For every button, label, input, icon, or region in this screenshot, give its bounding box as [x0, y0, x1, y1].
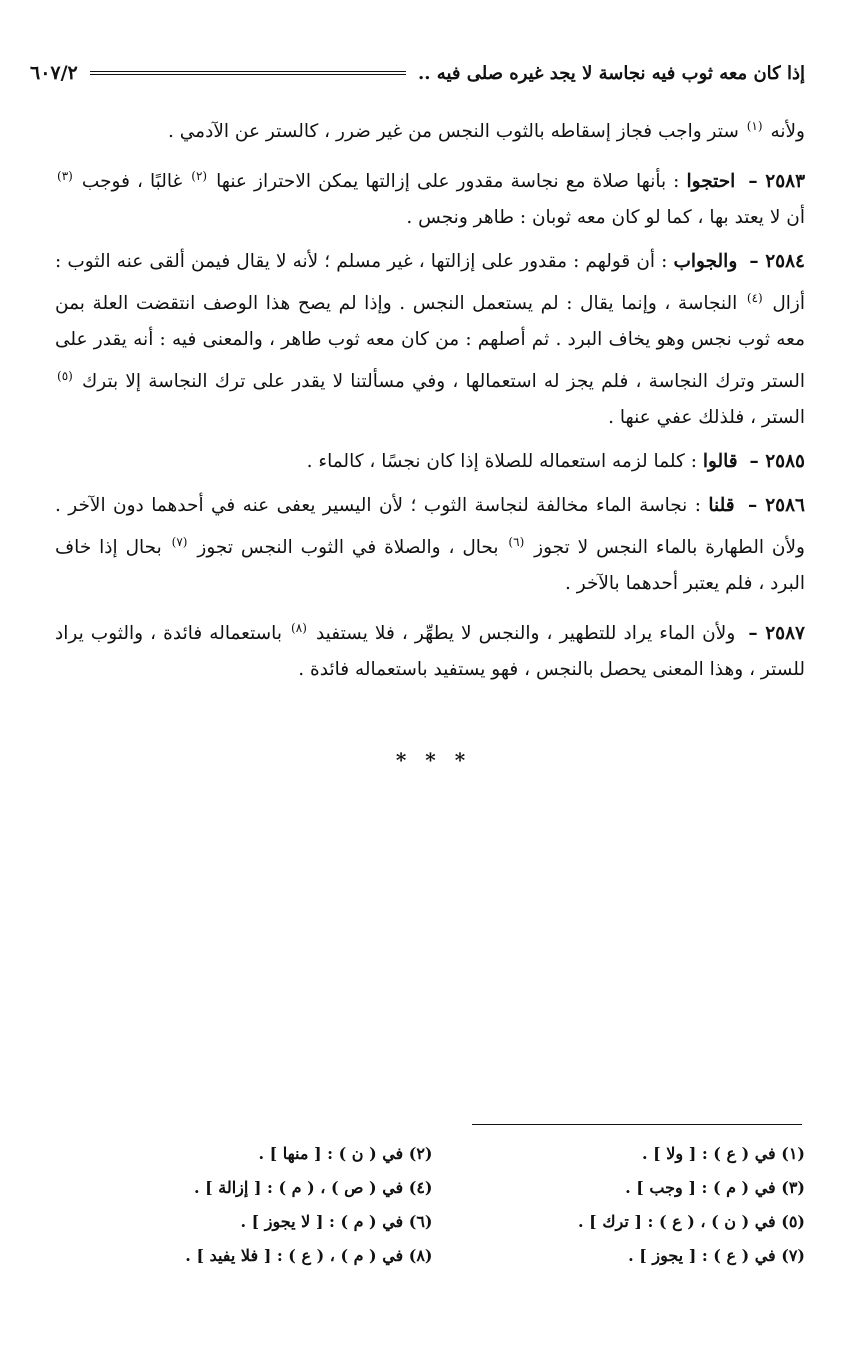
- paragraph-2583: [55, 158, 805, 236]
- footnotes: [100, 1140, 805, 1270]
- footnote-ref-2: (٢): [191, 169, 208, 183]
- paragraph-2586: [55, 488, 805, 602]
- text-span: غالبًا ، فوجب: [81, 171, 183, 192]
- paragraph-number: ٢٥٨٤ –: [749, 251, 805, 272]
- footnote-ref-6: (٦): [508, 535, 525, 549]
- footnote-4: (٤) في ( ص ) ، ( م ) : [ إزالة ] .: [193, 1178, 433, 1197]
- footnote-ref-7: (٧): [171, 535, 188, 549]
- text-span: ستر واجب فجاز إسقاطه بالثوب النجس من غير ضرر ، كالستر عن الآدمي .: [168, 121, 739, 142]
- paragraph-continued: [55, 108, 805, 150]
- footnote-3: (٣) في ( م ) : [ وجب ] .: [625, 1178, 805, 1197]
- text-span: بحال ، والصلاة في الثوب النجس تجوز: [197, 537, 499, 558]
- text-span: : كلما لزمه استعماله للصلاة إذا كان نجسًا ، كالماء .: [306, 451, 697, 472]
- text-span: : نجاسة الماء مخالفة لنجاسة الثوب ؛ لأن اليسير يعفى عنه في أحدهما دون الآخر . ولأن الطهارة بالماء النجس لا تجوز: [55, 495, 805, 558]
- footnote-1: (١) في ( ع ) : [ ولا ] .: [641, 1144, 805, 1163]
- footnote-5: (٥) في ( ن ) ، ( ع ) : [ ترك ] .: [578, 1212, 805, 1231]
- footnote-ref-1: (١): [746, 119, 763, 133]
- text-span: بحال إذا خاف البرد ، فلم يعتبر أحدهما بالآخر .: [55, 537, 805, 594]
- text-span: باستعماله فائدة ، والثوب يراد للستر ، وهذا المعنى يحصل بالنجس ، فهو يستفيد باستعماله فائدة .: [55, 623, 805, 680]
- paragraph-lead: والجواب: [673, 251, 738, 272]
- text-span: ولأنه: [770, 121, 805, 142]
- paragraph-number: ٢٥٨٦ –: [748, 495, 805, 516]
- footnote-ref-3: (٣): [57, 169, 73, 183]
- running-header: [30, 58, 805, 88]
- header-rule: [90, 71, 406, 75]
- paragraph-2587: [55, 610, 805, 688]
- paragraph-lead: قلنا: [708, 495, 735, 516]
- text-span: أن لا يعتد بها ، كما لو كان معه ثوبان : طاهر ونجس .: [406, 207, 805, 228]
- footnote-2: (٢) في ( ن ) : [ منها ] .: [258, 1144, 433, 1163]
- text-span: ولأن الماء يراد للتطهير ، والنجس لا يطهِّر ، فلا يستفيد: [315, 623, 736, 644]
- footnote-6: (٦) في ( م ) : [ لا يجوز ] .: [240, 1212, 433, 1231]
- page-number: ٦٠٧/٢: [30, 62, 78, 84]
- footnote-8: (٨) في ( م ) ، ( ع ) : [ فلا يفيد ] .: [185, 1246, 433, 1265]
- paragraph-number: ٢٥٨٧ –: [748, 623, 805, 644]
- footnote-ref-8: (٨): [291, 621, 307, 635]
- paragraph-2584: [55, 244, 805, 436]
- paragraph-number: ٢٥٨٣ –: [748, 171, 806, 192]
- section-separator: * * *: [395, 748, 472, 772]
- footnote-rule: [472, 1124, 802, 1125]
- text-span: النجاسة ، وإنما يقال : لم يستعمل النجس . وإذا لم يصح هذا الوصف انتقضت العلة بمن معه ثوب نجس وهو يخاف البرد . ثم أصلهم : من كان معه ثوب طاهر ، والمعنى فيه : أنه يقدر على الستر وترك النجاسة ، فلم يجز له استعمالها ، وفي مسألتنا لا يقدر على ترك النجاسة إلا بترك: [55, 293, 805, 392]
- footnote-ref-4: (٤): [746, 291, 763, 305]
- text-span: : أن قولهم : مقدور على إزالتها ، غير مسلم ؛ لأنه لا يقال فيمن ألقى عنه الثوب : أزال: [55, 251, 805, 314]
- paragraph-lead: قالوا: [702, 451, 738, 472]
- text-span: : بأنها صلاة مع نجاسة مقدور على إزالتها يمكن الاحتراز عنها: [216, 171, 680, 192]
- main-text: [55, 108, 805, 696]
- text-span: الستر ، فلذلك عفي عنها .: [608, 407, 805, 428]
- paragraph-number: ٢٥٨٥ –: [749, 451, 805, 472]
- running-header-title: إذا كان معه ثوب فيه نجاسة لا يجد غيره صلى فيه ..: [418, 62, 805, 84]
- footnote-ref-5: (٥): [57, 369, 73, 383]
- paragraph-2585: [55, 444, 805, 480]
- paragraph-lead: احتجوا: [686, 171, 736, 192]
- footnote-7: (٧) في ( ع ) : [ يجوز ] .: [628, 1246, 805, 1265]
